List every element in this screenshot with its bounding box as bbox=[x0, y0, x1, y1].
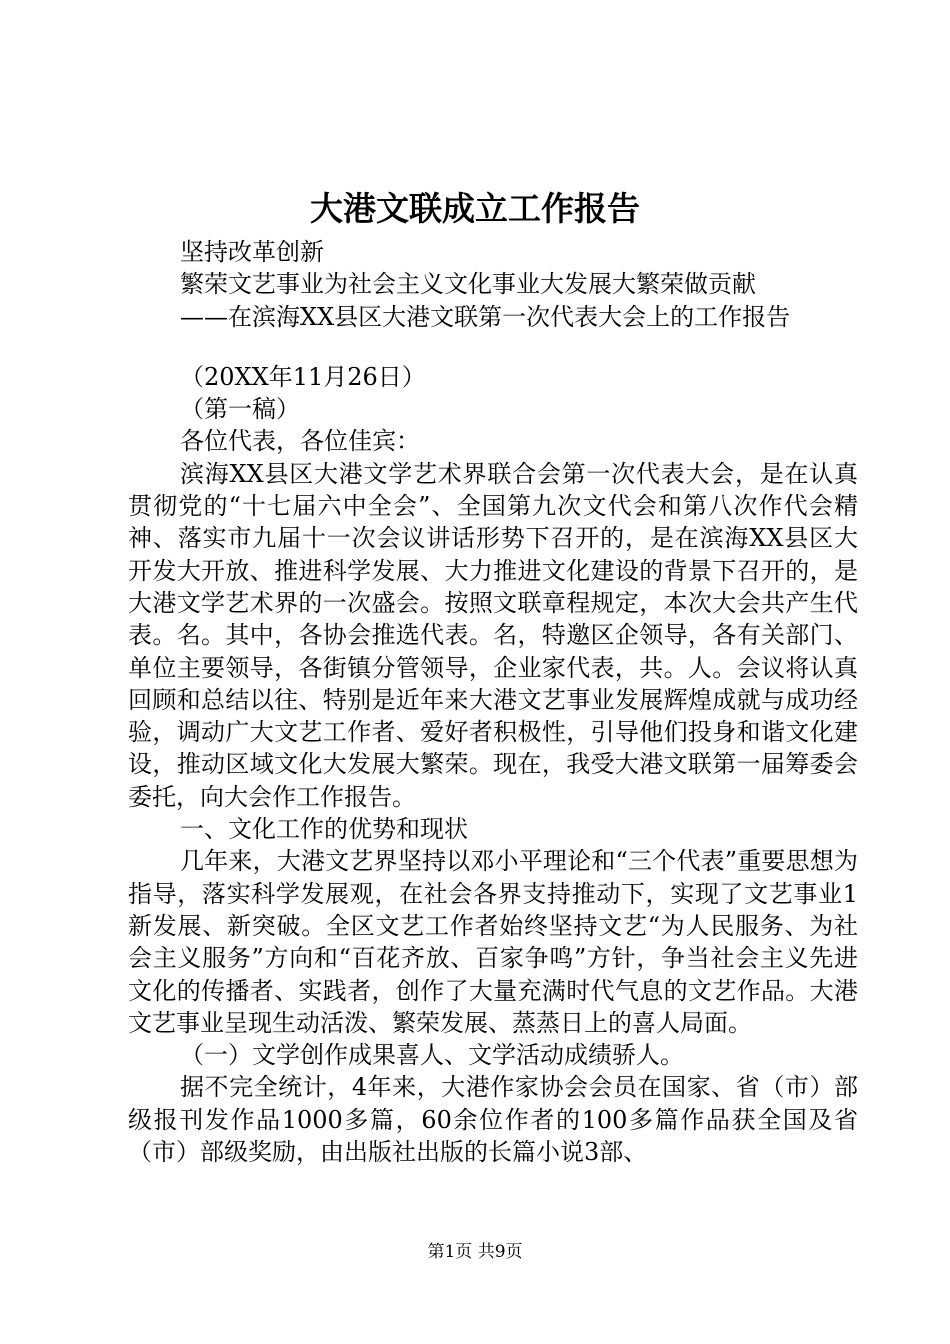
subtitle-line: ——在滨海XX县区大港文联第一次代表大会上的工作报告 bbox=[180, 302, 791, 331]
subtitle-line: 坚持改革创新 bbox=[180, 238, 324, 266]
subtitle-line: 繁荣文艺事业为社会主义文化事业大发展大繁荣做贡献 bbox=[180, 270, 756, 299]
body-paragraph: 滨海XX县区大港文学艺术界联合会第一次代表大会，是在认真贯彻党的“十七届六中全会”、全国第九次文代会和第八次作代会精神、落实市九届十一次会议讲话形势下召开的，是在滨海XX县区大开发大开放、推进科学发展、大力推进文化建设的背景下召开的，是大港文学艺术界的一次盛会。按照文联章程规定，本次大会共产生代表。名。其中，各协会推选代表。名，特邀区企领导，各有关部门、单位主要领导，各街镇分管领导，企业家代表，共。人。会议将认真回顾和总结以往、特别是近年来大港文艺事业发展辉煌成就与成功经验，调动广大文艺工作者、爱好者积极性，引导他们投身和谐文化建设，推动区域文化大发展大繁荣。现在，我受大港文联第一届筹委会委托，向大会作工作报告。 bbox=[128, 459, 858, 811]
page-footer: 第1页 共9页 bbox=[427, 1242, 523, 1262]
date-line: （20XX年11月26日） bbox=[180, 362, 426, 391]
salutation: 各位代表，各位佳宾： bbox=[180, 427, 420, 456]
subsection-heading: （一）文学创作成果喜人、文学活动成绩骄人。 bbox=[180, 1041, 684, 1070]
section-heading: 一、文化工作的优势和现状 bbox=[180, 815, 468, 844]
document-body bbox=[128, 236, 858, 1168]
spacer bbox=[128, 333, 858, 361]
document-title: 大港文联成立工作报告 bbox=[310, 189, 640, 228]
body-paragraph: 几年来，大港文艺界坚持以邓小平理论和“三个代表”重要思想为指导，落实科学发展观，在社会各界支持推动下，实现了文艺事业1新发展、新突破。全区文艺工作者始终坚持文艺“为人民服务、为社会主义服务”方向和“百花齐放、百家争鸣”方针，争当社会主义先进文化的传播者、实践者，创作了大量充满时代气息的文艺作品。大港文艺事业呈现生动活泼、繁荣发展、蒸蒸日上的喜人局面。 bbox=[128, 847, 858, 1037]
body-paragraph: 据不完全统计，4年来，大港作家协会会员在国家、省（市）部级报刊发作品1000多篇，60余位作者的100多篇作品获全国及省（市）部级奖励，由出版社出版的长篇小说3部、 bbox=[128, 1073, 858, 1167]
draft-line: （第一稿） bbox=[180, 395, 300, 424]
